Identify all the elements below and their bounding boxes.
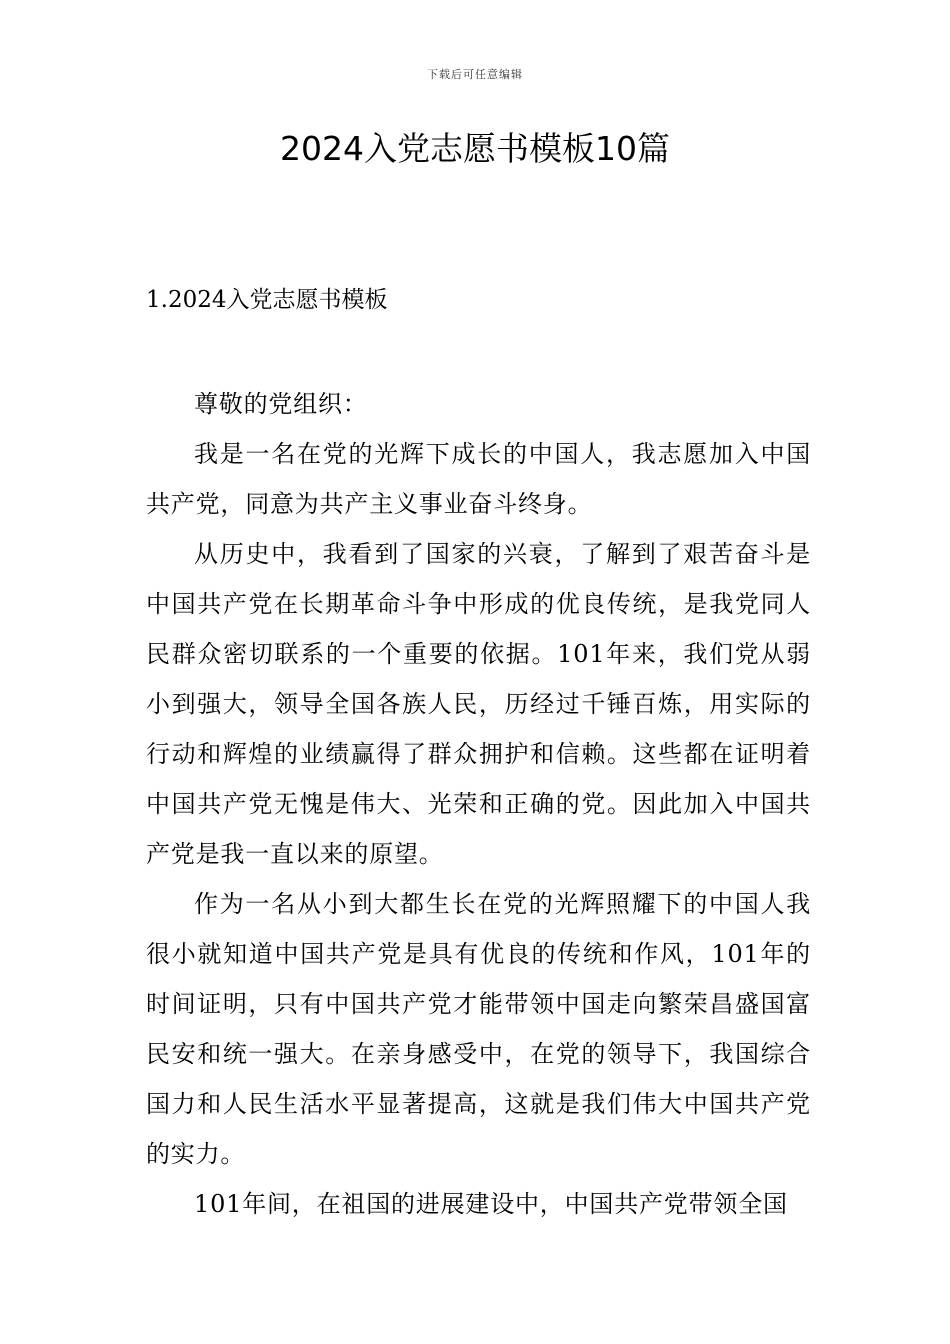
- document-title: 2024入党志愿书模板10篇: [280, 129, 670, 168]
- paragraph-2: 从历史中，我看到了国家的兴衰，了解到了艰苦奋斗是中国共产党在长期革命斗争中形成的优良传统，是我党同人民群众密切联系的一个重要的依据。101年来，我们党从弱小到强大，领导全国各族人民，历经过千锤百炼，用实际的行动和辉煌的业绩赢得了群众拥护和信赖。这些都在证明着中国共产党无愧是伟大、光荣和正确的党。因此加入中国共产党是我一直以来的原望。: [146, 540, 811, 868]
- body-text: [146, 379, 811, 1229]
- salutation: 尊敬的党组织：: [194, 390, 368, 418]
- paragraph-3: 作为一名从小到大都生长在党的光辉照耀下的中国人我很小就知道中国共产党是具有优良的传统和作风，101年的时间证明，只有中国共产党才能带领中国走向繁荣昌盛国富民安和统一强大。在亲身感受中，在党的领导下，我国综合国力和人民生活水平显著提高，这就是我们伟大中国共产党的实力。: [146, 890, 811, 1168]
- section-heading: 1.2024入党志愿书模板: [146, 287, 388, 313]
- paragraph-1: 我是一名在党的光辉下成长的中国人，我志愿加入中国共产党，同意为共产主义事业奋斗终身。: [146, 440, 811, 518]
- paragraph-4: 101年间，在祖国的进展建设中，中国共产党带领全国: [194, 1190, 788, 1218]
- header-note: 下载后可任意编辑: [427, 68, 523, 81]
